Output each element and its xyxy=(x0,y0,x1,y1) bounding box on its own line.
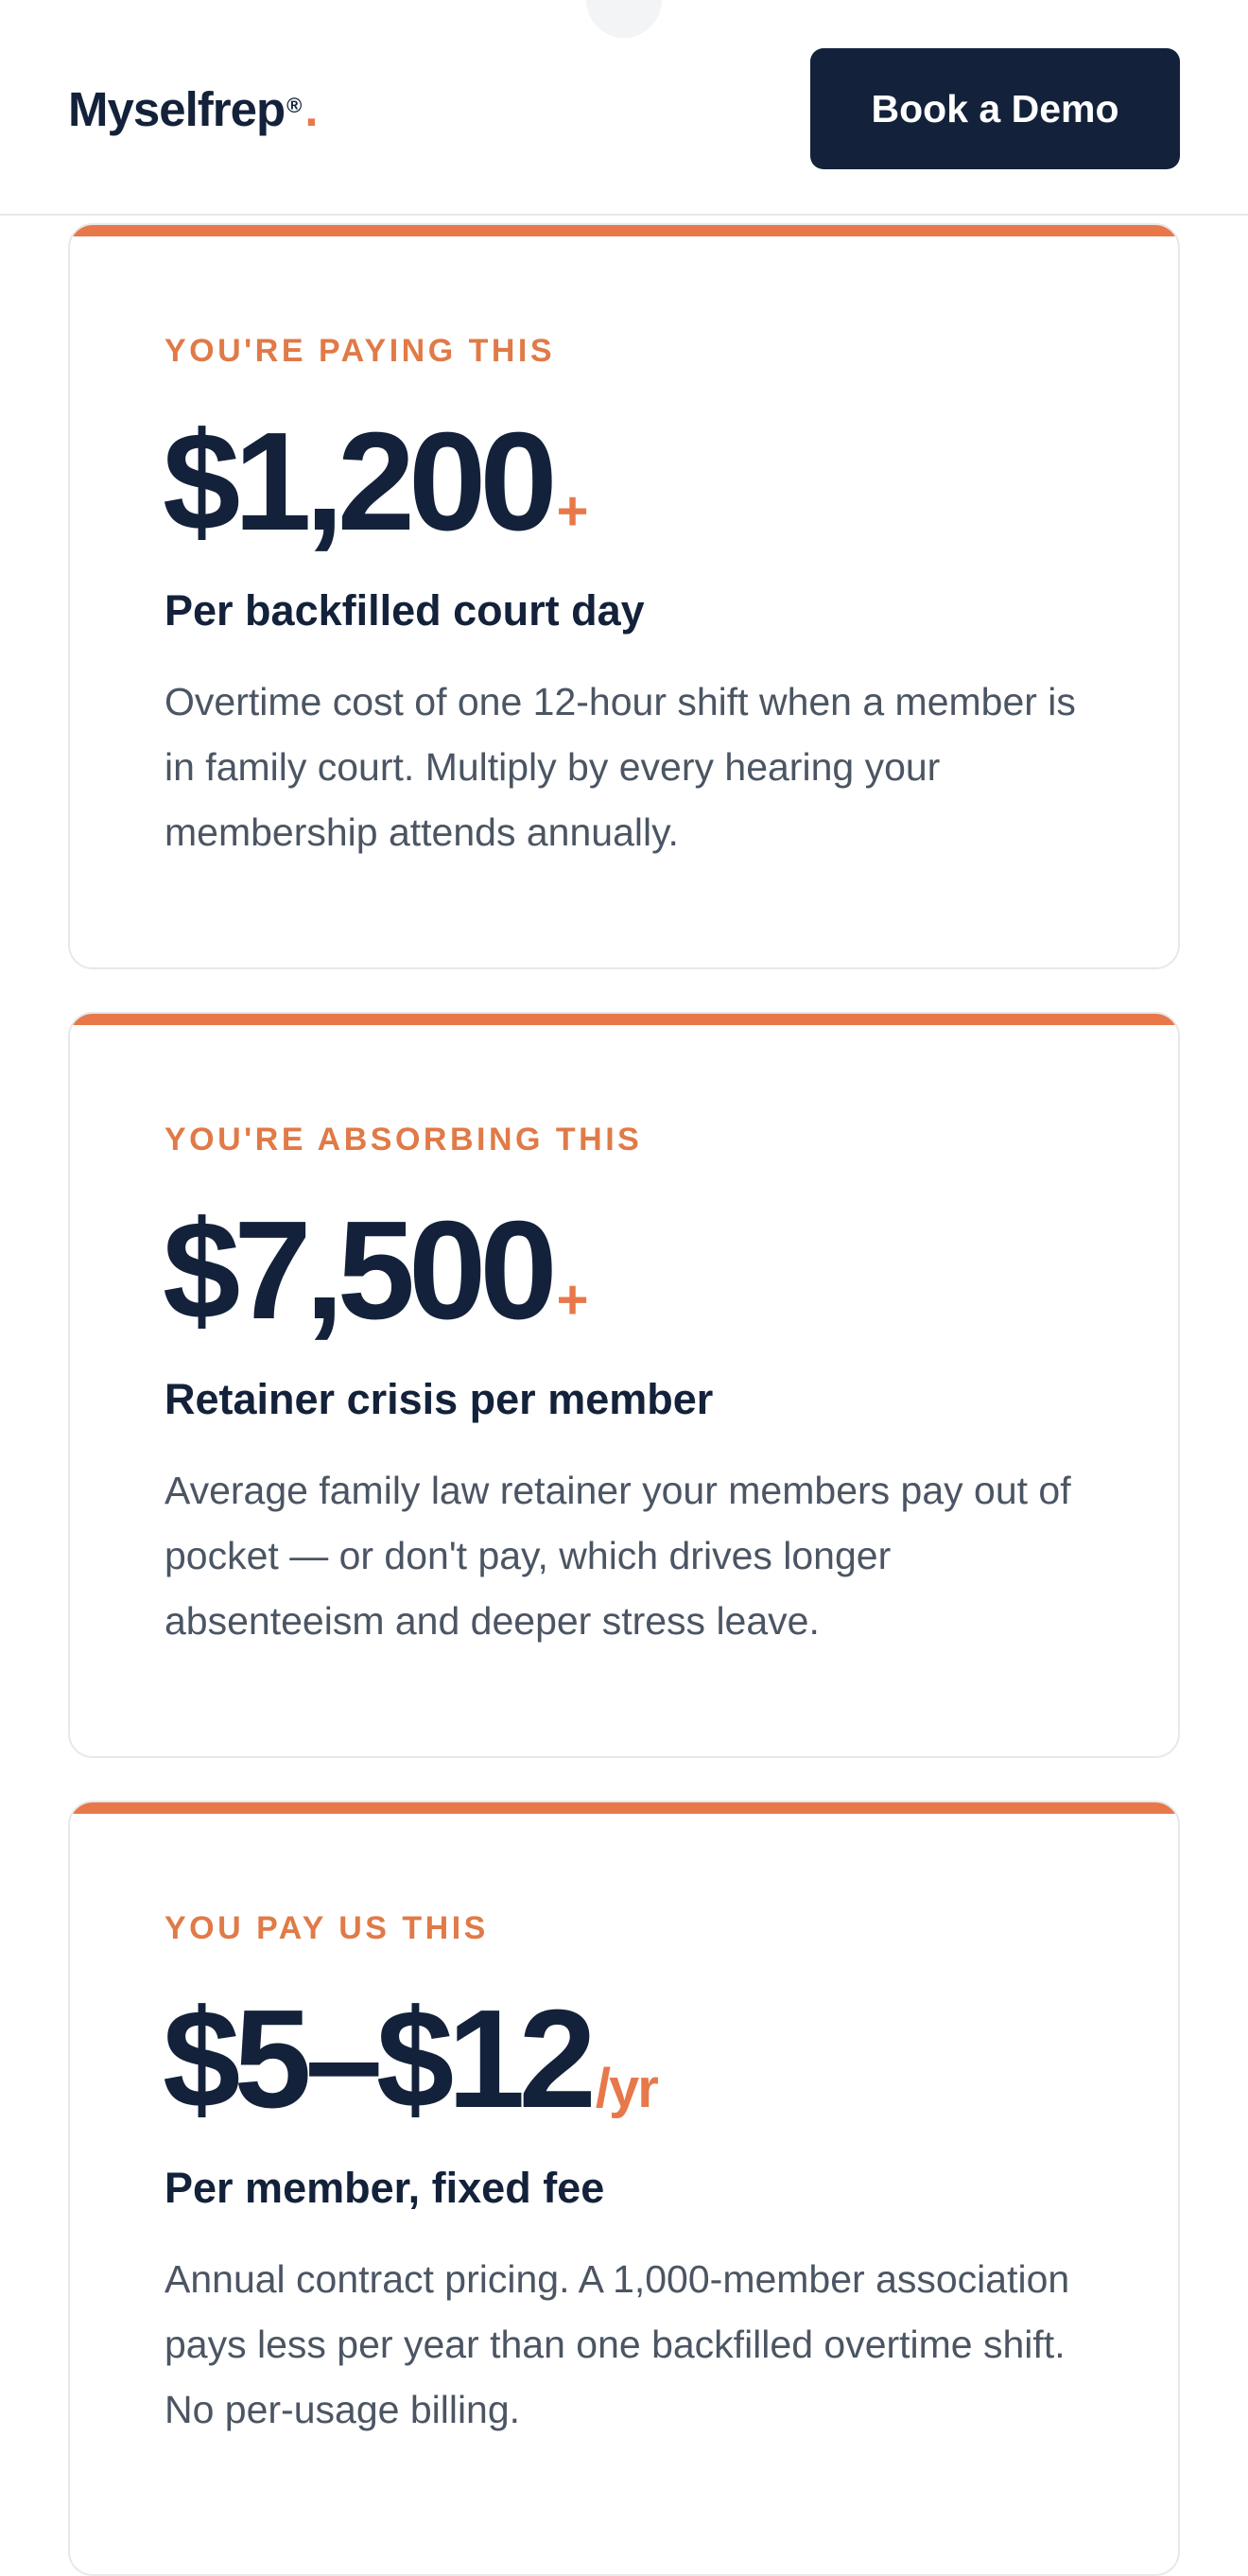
logo-text: Myselfrep xyxy=(68,82,286,136)
card-eyebrow: YOU'RE PAYING THIS xyxy=(165,333,556,369)
card-description: Annual contract pricing. A 1,000-member association pays less per year than one backfilled overtime shift. No per-usage billing. xyxy=(165,2257,1070,2431)
price-amount: $1,200 xyxy=(163,404,551,560)
price-suffix: + xyxy=(556,1269,587,1331)
card-eyebrow: YOU PAY US THIS xyxy=(165,1910,489,1946)
card-eyebrow: YOU'RE ABSORBING THIS xyxy=(165,1122,643,1157)
card-accent-bar xyxy=(70,1014,1178,1025)
card-description: Average family law retainer your members pay out of pocket — or don't pay, which drives longer absenteeism and deeper stress leave. xyxy=(165,1469,1071,1643)
pricing-card-paying xyxy=(68,223,1180,969)
card-price xyxy=(163,1192,587,1349)
book-demo-button[interactable]: Book a Demo xyxy=(810,48,1180,169)
brand-logo[interactable] xyxy=(68,81,317,138)
card-price xyxy=(163,1981,657,2137)
card-description: Overtime cost of one 12-hour shift when a member is in family court. Multiply by every hearing your membership attends annually. xyxy=(165,680,1076,854)
card-price xyxy=(163,404,587,560)
pricing-card-absorbing xyxy=(68,1012,1180,1758)
card-accent-bar xyxy=(70,1802,1178,1814)
pull-indicator xyxy=(586,0,662,38)
price-amount: $5–$12 xyxy=(163,1981,590,2137)
card-accent-bar xyxy=(70,225,1178,236)
registered-mark: ® xyxy=(286,94,302,117)
price-suffix: + xyxy=(556,480,587,542)
logo-dot: . xyxy=(304,82,318,136)
price-suffix: /yr xyxy=(595,2058,657,2119)
price-amount: $7,500 xyxy=(163,1192,551,1349)
site-header xyxy=(0,0,1248,216)
card-subtitle: Per member, fixed fee xyxy=(165,2164,605,2212)
card-subtitle: Retainer crisis per member xyxy=(165,1375,714,1423)
pricing-card-pay-us xyxy=(68,1801,1180,2576)
card-subtitle: Per backfilled court day xyxy=(165,586,645,635)
